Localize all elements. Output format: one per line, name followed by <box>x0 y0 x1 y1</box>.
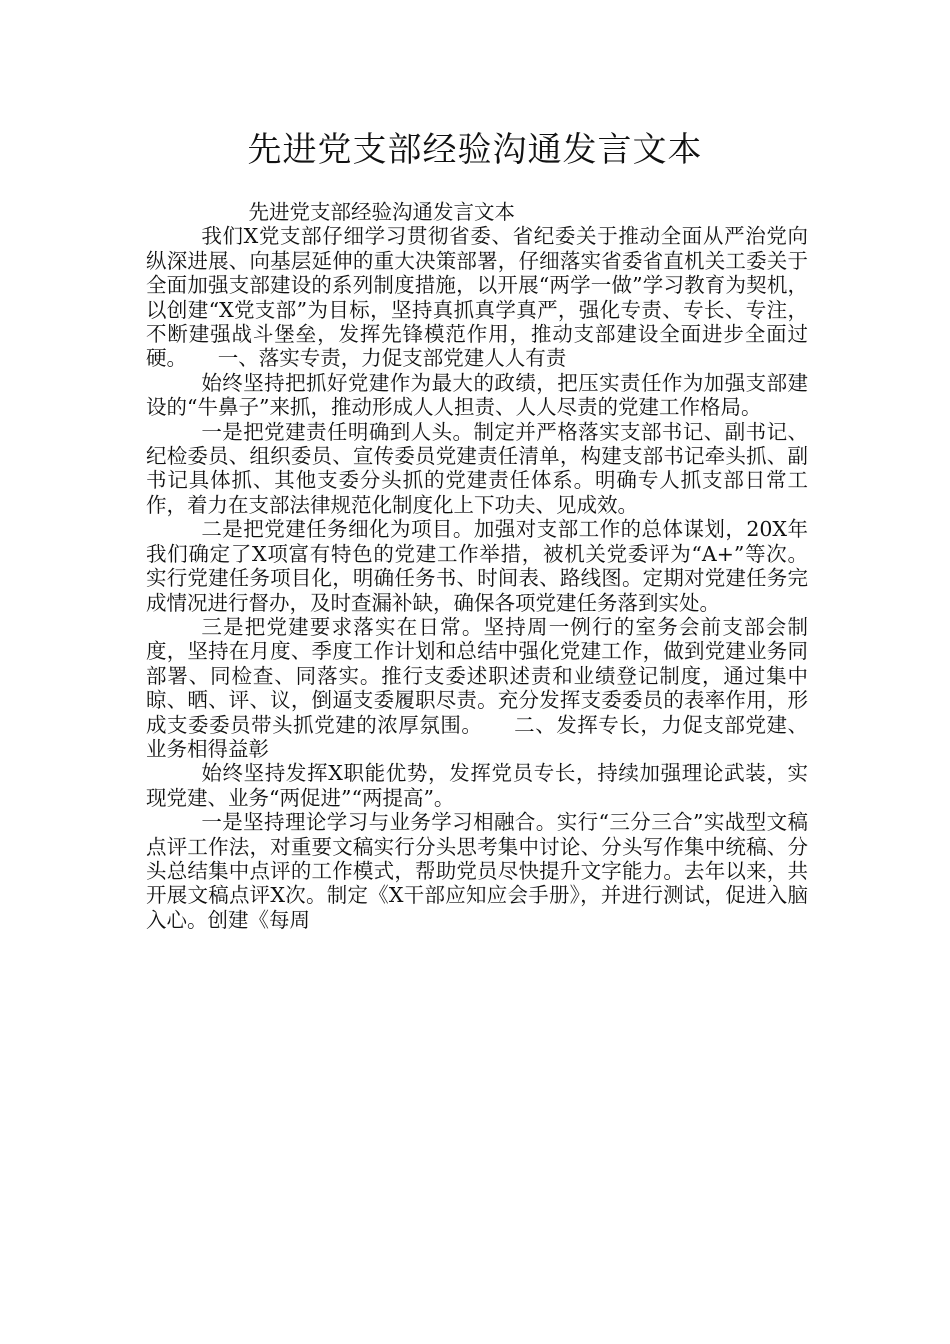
body-paragraph: 一是坚持理论学习与业务学习相融合。实行“三分三合”实战型文稿点评工作法，对重要文稿实行分头思考集中讨论、分头写作集中统稿、分头总结集中点评的工作模式，帮助党员尽快提升文字能力。去年以来，共开展文稿点评X次。制定《X干部应知应会手册》，并进行测试，促进入脑入心。创建《每周 <box>146 810 808 932</box>
body-paragraph: 我们X党支部仔细学习贯彻省委、省纪委关于推动全面从严治党向纵深进展、向基层延伸的重大决策部署，仔细落实省委省直机关工委关于全面加强支部建设的系列制度措施，以开展“两学一做”学习教育为契机，以创建“X党支部”为目标，坚持真抓真学真严，强化专责、专长、专注，不断建强战斗堡垒，发挥先锋模范作用，推动支部建设全面进步全面过硬。 一、落实专责，力促支部党建人人有责 <box>146 224 808 371</box>
document-body <box>146 200 808 932</box>
body-paragraph: 三是把党建要求落实在日常。坚持周一例行的室务会前支部会制度，坚持在月度、季度工作计划和总结中强化党建工作，做到党建业务同部署、同检查、同落实。推行支委述职述责和业绩登记制度，通过集中晾、晒、评、议，倒逼支委履职尽责。充分发挥支委委员的表率作用，形成支委委员带头抓党建的浓厚氛围。 二、发挥专长，力促支部党建、业务相得益彰 <box>146 614 808 761</box>
document-subtitle: 先进党支部经验沟通发言文本 <box>248 200 515 224</box>
body-paragraph: 始终坚持发挥X职能优势，发挥党员专长，持续加强理论武装，实现党建、业务“两促进”“两提高”。 <box>146 761 808 810</box>
body-paragraph: 一是把党建责任明确到人头。制定并严格落实支部书记、副书记、纪检委员、组织委员、宣传委员党建责任清单，构建支部书记牵头抓、副书记具体抓、其他支委分头抓的党建责任体系。明确专人抓支部日常工作，着力在支部法律规范化制度化上下功夫、见成效。 <box>146 419 808 517</box>
body-paragraph: 始终坚持把抓好党建作为最大的政绩，把压实责任作为加强支部建设的“牛鼻子”来抓，推动形成人人担责、人人尽责的党建工作格局。 <box>146 370 808 420</box>
document-title: 先进党支部经验沟通发言文本 <box>247 130 703 170</box>
body-paragraph: 二是把党建任务细化为项目。加强对支部工作的总体谋划，20X年我们确定了X项富有特色的党建工作举措，被机关党委评为“A+”等次。实行党建任务项目化，明确任务书、时间表、路线图。定期对党建任务完成情况进行督办，及时查漏补缺，确保各项党建任务落到实处。 <box>146 517 808 615</box>
